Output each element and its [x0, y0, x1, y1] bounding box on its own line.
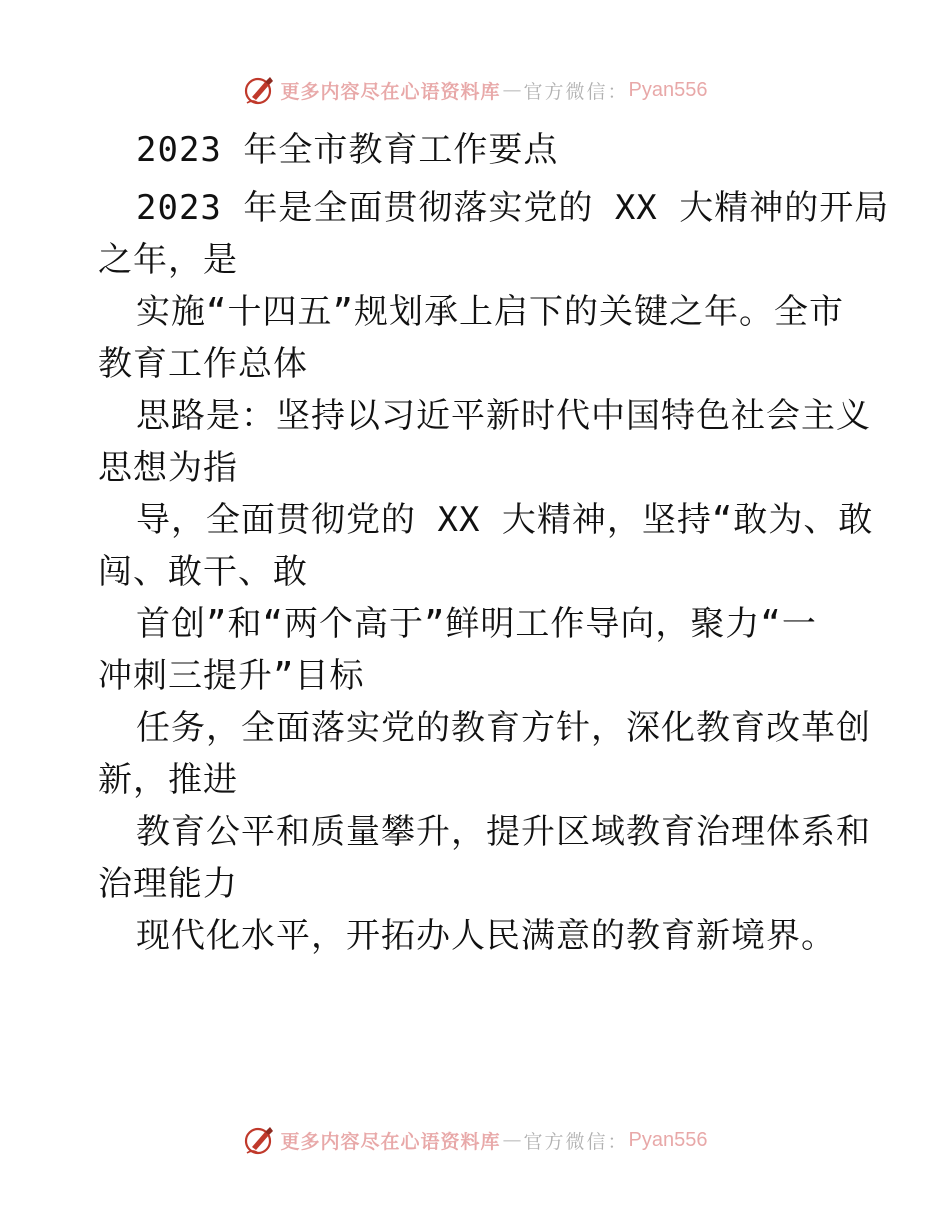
watermark-sub-text: 官方微信： [523, 80, 629, 103]
pen-logo-icon [243, 1123, 277, 1157]
watermark-wechat-id: Pyan556 [628, 78, 708, 101]
paragraph-line: 思路是：坚持以习近平新时代中国特色社会主义 [136, 396, 871, 436]
paragraph-line: 闯、敢干、敢 [98, 552, 308, 592]
watermark-sub-text: 官方微信： [523, 1130, 629, 1153]
watermark-separator: — [502, 1129, 522, 1151]
paragraph-line: 治理能力 [98, 864, 238, 904]
pen-logo-icon [243, 73, 277, 107]
paragraph-line: 思想为指 [98, 448, 238, 488]
watermark-main-text: 更多内容尽在心语资料库 [280, 80, 501, 103]
watermark-main-text: 更多内容尽在心语资料库 [280, 1130, 501, 1153]
watermark-wechat-id: Pyan556 [628, 1128, 708, 1151]
paragraph-line: 任务，全面落实党的教育方针，深化教育改革创 [136, 708, 871, 748]
paragraph-line: 2023 年是全面贯彻落实党的 XX 大精神的开局 [136, 188, 890, 228]
document-title: 2023 年全市教育工作要点 [136, 130, 559, 170]
paragraph-line: 教育工作总体 [98, 344, 308, 384]
paragraph-line: 导，全面贯彻党的 XX 大精神，坚持“敢为、敢 [136, 500, 874, 540]
paragraph-line: 冲刺三提升”目标 [98, 656, 365, 696]
paragraph-line: 新，推进 [98, 760, 238, 800]
paragraph-line: 之年，是 [98, 240, 238, 280]
paragraph-line: 首创”和“两个高于”鲜明工作导向，聚力“一 [136, 604, 817, 644]
paragraph-line: 实施“十四五”规划承上启下的关键之年。全市 [136, 292, 844, 332]
paragraph-line: 教育公平和质量攀升，提升区域教育治理体系和 [136, 812, 871, 852]
watermark-separator: — [502, 79, 522, 101]
paragraph-line: 现代化水平，开拓办人民满意的教育新境界。 [136, 916, 836, 956]
document-body [98, 124, 890, 962]
watermark-header [0, 70, 950, 110]
watermark-footer [0, 1120, 950, 1160]
